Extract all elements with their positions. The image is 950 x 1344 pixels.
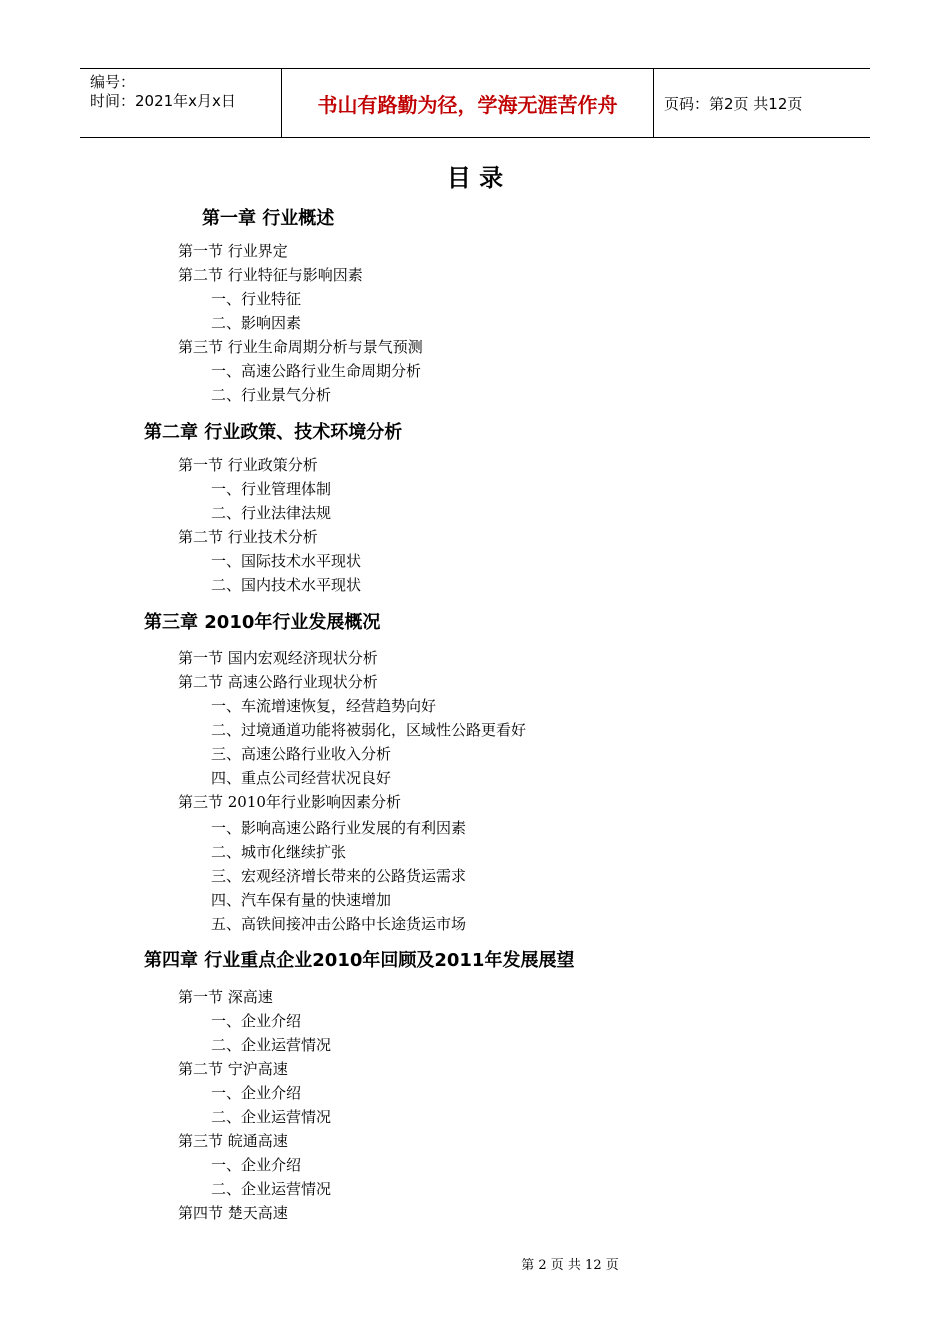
toc-item: 一、企业介绍 bbox=[211, 1012, 302, 1030]
toc-section: 第一节 行业政策分析 bbox=[178, 456, 318, 474]
toc-title: 目 录 bbox=[446, 164, 504, 192]
toc-item: 一、国际技术水平现状 bbox=[211, 552, 362, 570]
toc-chapter: 第四章 行业重点企业2010年回顾及2011年发展展望 bbox=[144, 950, 575, 971]
document-date-label: 时间：2021年x月x日 bbox=[90, 92, 236, 110]
header-page-number: 页码：第2页 共12页 bbox=[664, 94, 803, 113]
toc-item: 一、企业介绍 bbox=[211, 1084, 302, 1102]
toc-section: 第二节 行业特征与影响因素 bbox=[178, 266, 363, 284]
toc-item: 四、重点公司经营状况良好 bbox=[211, 769, 392, 787]
toc-chapter: 第三章 2010年行业发展概况 bbox=[144, 612, 381, 633]
toc-item: 二、过境通道功能将被弱化，区域性公路更看好 bbox=[211, 721, 527, 739]
toc-section: 第一节 行业界定 bbox=[178, 242, 288, 260]
toc-section: 第二节 宁沪高速 bbox=[178, 1060, 288, 1078]
toc-item: 二、企业运营情况 bbox=[211, 1036, 332, 1054]
header-motto: 书山有路勤为径，学海无涯苦作舟 bbox=[282, 69, 654, 137]
toc-section: 第三节 行业生命周期分析与景气预测 bbox=[178, 338, 423, 356]
header-meta bbox=[80, 69, 282, 137]
toc-item: 三、高速公路行业收入分析 bbox=[211, 745, 392, 763]
toc-item: 一、行业特征 bbox=[211, 290, 302, 308]
toc-item: 二、行业法律法规 bbox=[211, 504, 332, 522]
toc-item: 一、车流增速恢复，经营趋势向好 bbox=[211, 697, 437, 715]
toc-chapter: 第一章 行业概述 bbox=[202, 208, 335, 229]
toc-item: 二、行业景气分析 bbox=[211, 386, 332, 404]
document-number-label: 编号： bbox=[90, 73, 136, 91]
toc-item: 一、行业管理体制 bbox=[211, 480, 332, 498]
toc-section: 第一节 深高速 bbox=[178, 988, 273, 1006]
toc-section: 第四节 楚天高速 bbox=[178, 1204, 288, 1222]
toc-item: 三、宏观经济增长带来的公路货运需求 bbox=[211, 867, 467, 885]
page-header bbox=[80, 68, 870, 138]
toc-section: 第二节 行业技术分析 bbox=[178, 528, 318, 546]
toc-item: 五、高铁间接冲击公路中长途货运市场 bbox=[211, 915, 467, 933]
toc-section: 第三节 2010年行业影响因素分析 bbox=[178, 793, 401, 811]
toc-item: 二、城市化继续扩张 bbox=[211, 843, 347, 861]
toc-item: 一、企业介绍 bbox=[211, 1156, 302, 1174]
toc-item: 二、企业运营情况 bbox=[211, 1180, 332, 1198]
toc-item: 四、汽车保有量的快速增加 bbox=[211, 891, 392, 909]
toc-item: 二、企业运营情况 bbox=[211, 1108, 332, 1126]
page-footer: 第 2 页 共 12 页 bbox=[521, 1258, 619, 1273]
toc-section: 第二节 高速公路行业现状分析 bbox=[178, 673, 378, 691]
toc-item: 二、影响因素 bbox=[211, 314, 302, 332]
toc-section: 第一节 国内宏观经济现状分析 bbox=[178, 649, 378, 667]
toc-chapter: 第二章 行业政策、技术环境分析 bbox=[144, 422, 403, 443]
toc-item: 二、国内技术水平现状 bbox=[211, 576, 362, 594]
toc-section: 第三节 皖通高速 bbox=[178, 1132, 288, 1150]
toc-item: 一、高速公路行业生命周期分析 bbox=[211, 362, 422, 380]
toc-item: 一、影响高速公路行业发展的有利因素 bbox=[211, 819, 467, 837]
